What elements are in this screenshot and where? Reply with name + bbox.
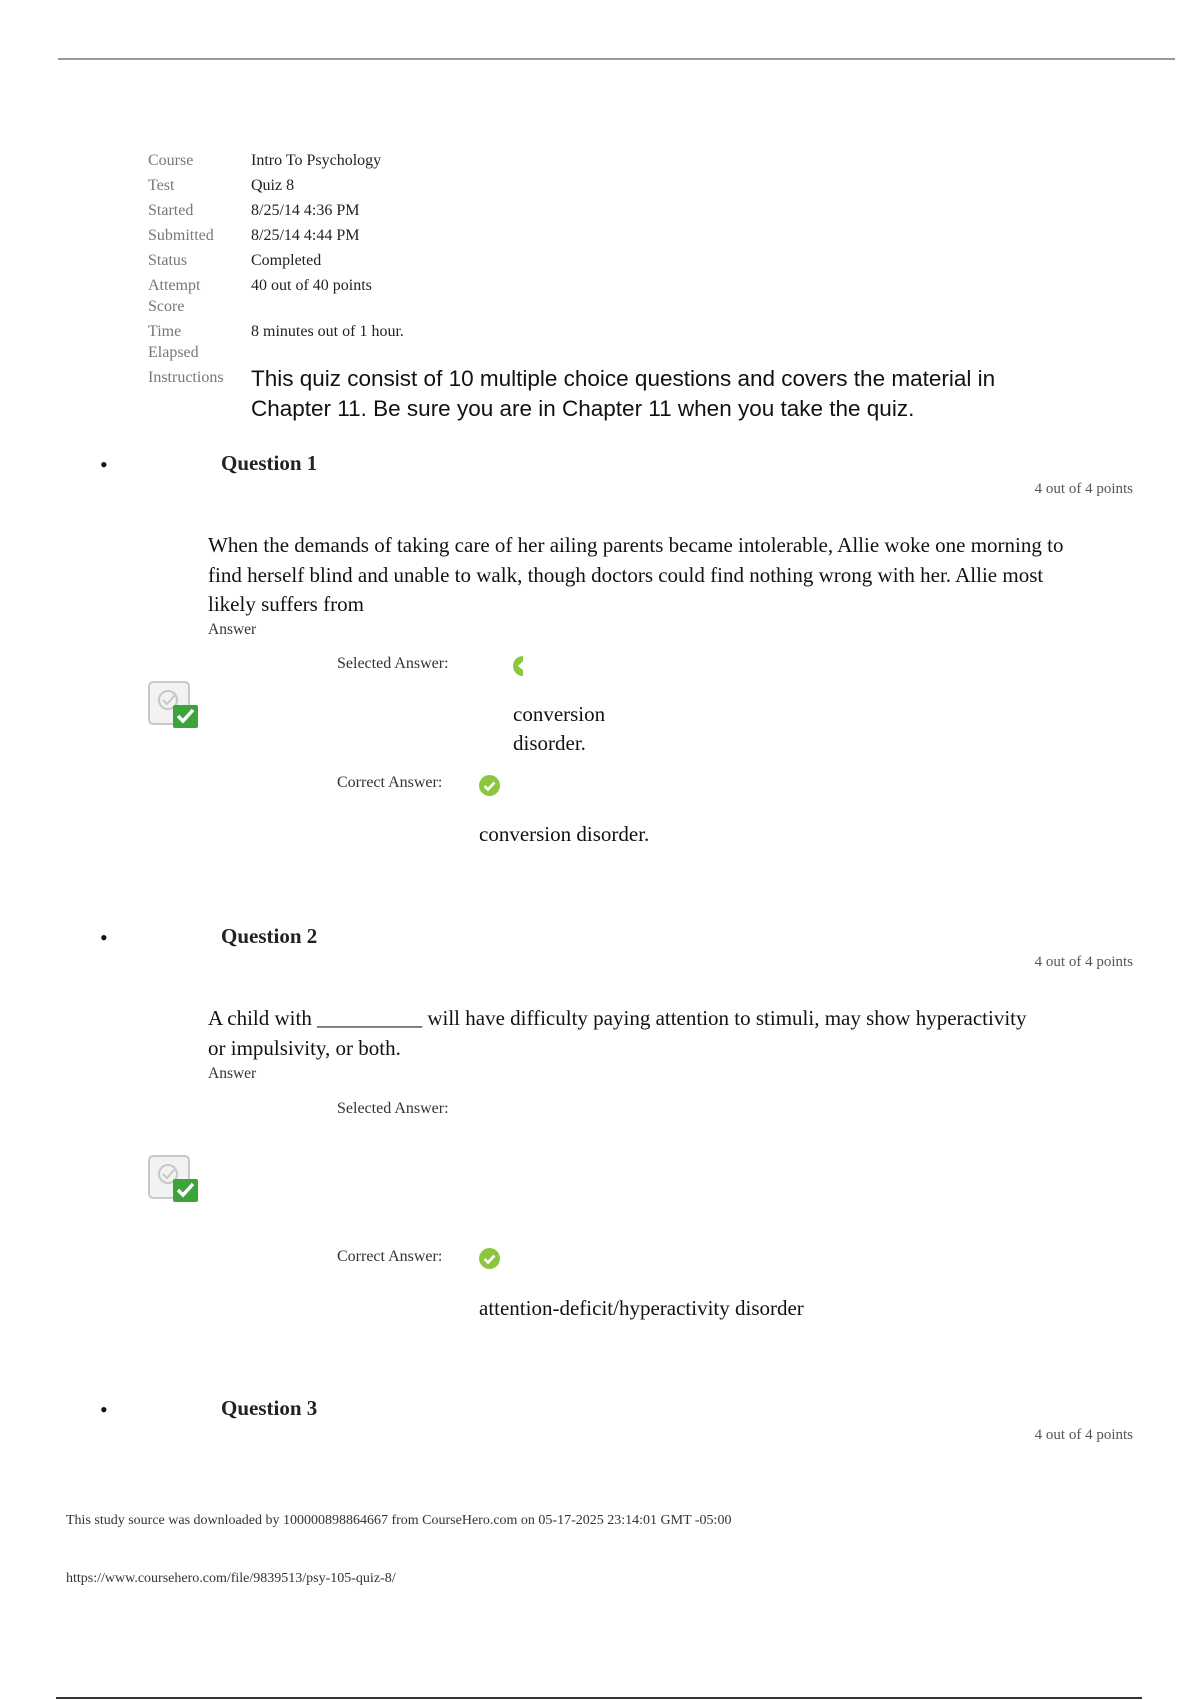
check-circle-icon [479,1248,500,1269]
meta-label: Started [148,202,194,219]
question-title: Question 2 [221,924,318,948]
question-points: 4 out of 4 points [1034,1427,1133,1443]
meta-row-test [148,175,1048,200]
check-circle-icon [479,775,500,796]
meta-value: Intro To Psychology [251,152,382,169]
bottom-rule [56,1697,1142,1699]
meta-value: 8/25/14 4:44 PM [251,227,360,244]
correct-answer: attention-deficit/hyperactivity disorder [479,1296,804,1320]
partial-check-icon [512,655,526,677]
answer-label: Answer [208,1065,257,1082]
selected-answer: conversion disorder. [513,702,606,755]
bullet: • [100,925,108,950]
attempt-summary [148,150,1048,424]
bullet: • [100,1397,108,1422]
meta-row-time-elapsed [148,321,1048,367]
question-title: Question 3 [221,1396,318,1420]
meta-label: Instructions [148,369,224,386]
answer-label: Answer [208,621,257,638]
meta-value: Quiz 8 [251,177,295,194]
graded-correct-icon [148,1152,200,1204]
instructions-text: This quiz consist of 10 multiple choice questions and covers the material in Chapter 11. Be sure you are in Chapter 11 when you take the quiz. [251,366,996,421]
question-text: When the demands of taking care of her ailing parents became intolerable, Allie woke one morning to find herself blind and unable to walk, though doctors could find nothing wrong with her. Allie most likely suffers from [208,533,1064,616]
meta-label: Status [148,252,188,269]
meta-label: Course [148,152,194,169]
question-title: Question 1 [221,451,318,475]
meta-label: Submitted [148,227,214,244]
download-notice: This study source was downloaded by 100000898864667 from CourseHero.com on 05-17-2025 23:14:01 GMT -05:00 [66,1513,732,1528]
meta-row-started [148,200,1048,225]
meta-label: Time Elapsed [148,323,199,361]
meta-label: Attempt Score [148,277,201,315]
meta-value: 8 minutes out of 1 hour. [251,323,404,340]
meta-row-submitted [148,225,1048,250]
meta-label: Test [148,177,175,194]
correct-answer-label: Correct Answer: [337,1248,443,1265]
top-rule [58,58,1175,60]
correct-answer-label: Correct Answer: [337,774,443,791]
meta-row-attempt-score [148,275,1048,321]
question-text: A child with __________ will have difficulty paying attention to stimuli, may show hyperactivity or impulsivity, or both. [208,1006,1027,1060]
meta-row-instructions [148,367,1048,424]
meta-row-status [148,250,1048,275]
meta-value: 8/25/14 4:36 PM [251,202,360,219]
question-points: 4 out of 4 points [1034,481,1133,497]
meta-value: Completed [251,252,322,269]
graded-correct-icon [148,678,200,730]
meta-value: 40 out of 40 points [251,277,372,294]
meta-row-course [148,150,1048,175]
selected-answer-label: Selected Answer: [337,655,449,672]
selected-answer-label: Selected Answer: [337,1100,449,1117]
correct-answer: conversion disorder. [479,822,650,846]
source-url[interactable]: https://www.coursehero.com/file/9839513/psy-105-quiz-8/ [66,1571,396,1586]
question-points: 4 out of 4 points [1034,954,1133,970]
bullet: • [100,452,108,477]
